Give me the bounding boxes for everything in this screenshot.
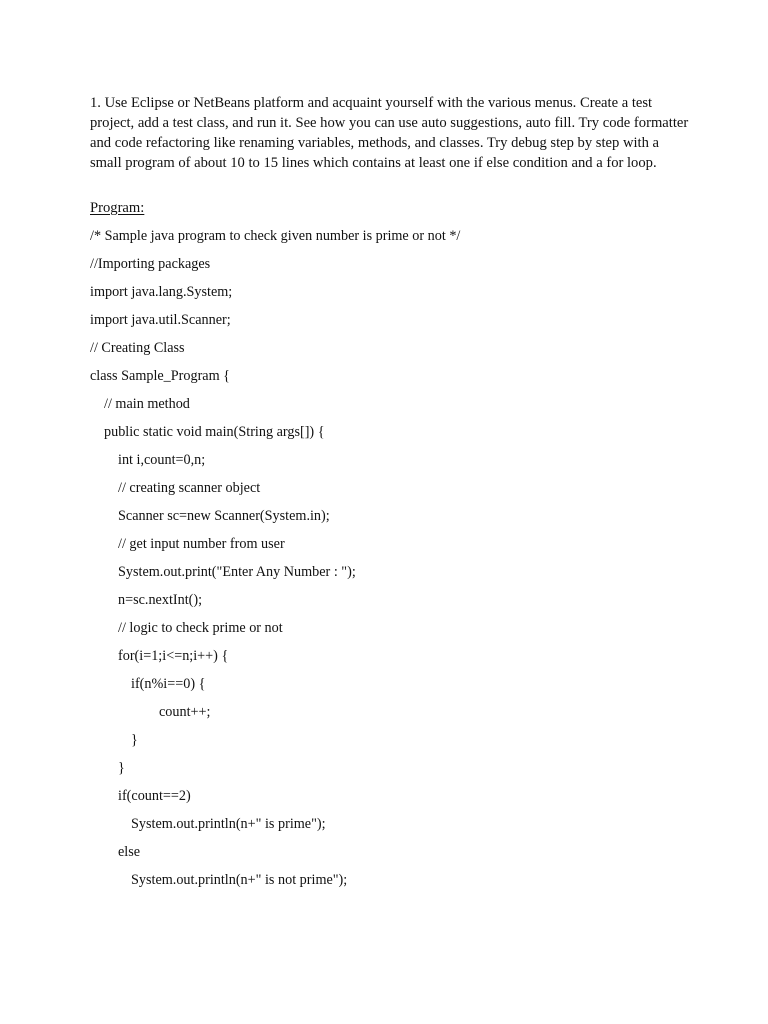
task-description: 1. Use Eclipse or NetBeans platform and acquaint yourself with the various menus. Create a test project, add a test class, and run it. See how you can use auto suggestions, auto fill. Try code formatter and code refactoring like renaming variables, methods, and classes. Try debug step by step with a small program of about 10 to 15 lines which contains at least one if else condition and a for loop. [90, 95, 689, 171]
code-listing [90, 226, 460, 898]
code-line-print-not-prime: System.out.println(n+" is not prime"); [131, 872, 348, 888]
code-line-print-prompt: System.out.print("Enter Any Number : "); [118, 564, 356, 580]
program-heading: Program: [90, 200, 145, 216]
code-line-main-method: public static void main(String args[]) { [104, 424, 325, 440]
code-line-count-increment: count++; [159, 704, 211, 720]
code-line-if-count: if(count==2) [118, 788, 191, 804]
code-line-for-loop: for(i=1;i<=n;i++) { [118, 648, 229, 664]
code-line-comment-scanner: // creating scanner object [118, 480, 261, 496]
code-line-print-prime: System.out.println(n+" is prime"); [131, 816, 326, 832]
code-line-read-input: n=sc.nextInt(); [118, 592, 203, 608]
code-line-else: else [118, 844, 141, 860]
code-line-class-declaration: class Sample_Program { [90, 368, 230, 384]
code-line-scanner-object: Scanner sc=new Scanner(System.in); [118, 508, 330, 524]
code-line-comment-logic: // logic to check prime or not [118, 620, 283, 636]
code-line-close-for: } [118, 760, 125, 776]
code-line-close-if: } [131, 732, 138, 748]
code-line-comment-imports: //Importing packages [90, 256, 211, 272]
code-line-variables: int i,count=0,n; [118, 452, 206, 468]
code-line-comment-class: // Creating Class [90, 340, 185, 356]
code-line-import-system: import java.lang.System; [90, 284, 233, 300]
code-line-comment-header: /* Sample java program to check given number is prime or not */ [90, 228, 461, 244]
code-line-import-scanner: import java.util.Scanner; [90, 312, 231, 328]
code-line-comment-input: // get input number from user [118, 536, 285, 552]
code-line-comment-main: // main method [104, 396, 190, 412]
code-line-if-divisible: if(n%i==0) { [131, 676, 206, 692]
